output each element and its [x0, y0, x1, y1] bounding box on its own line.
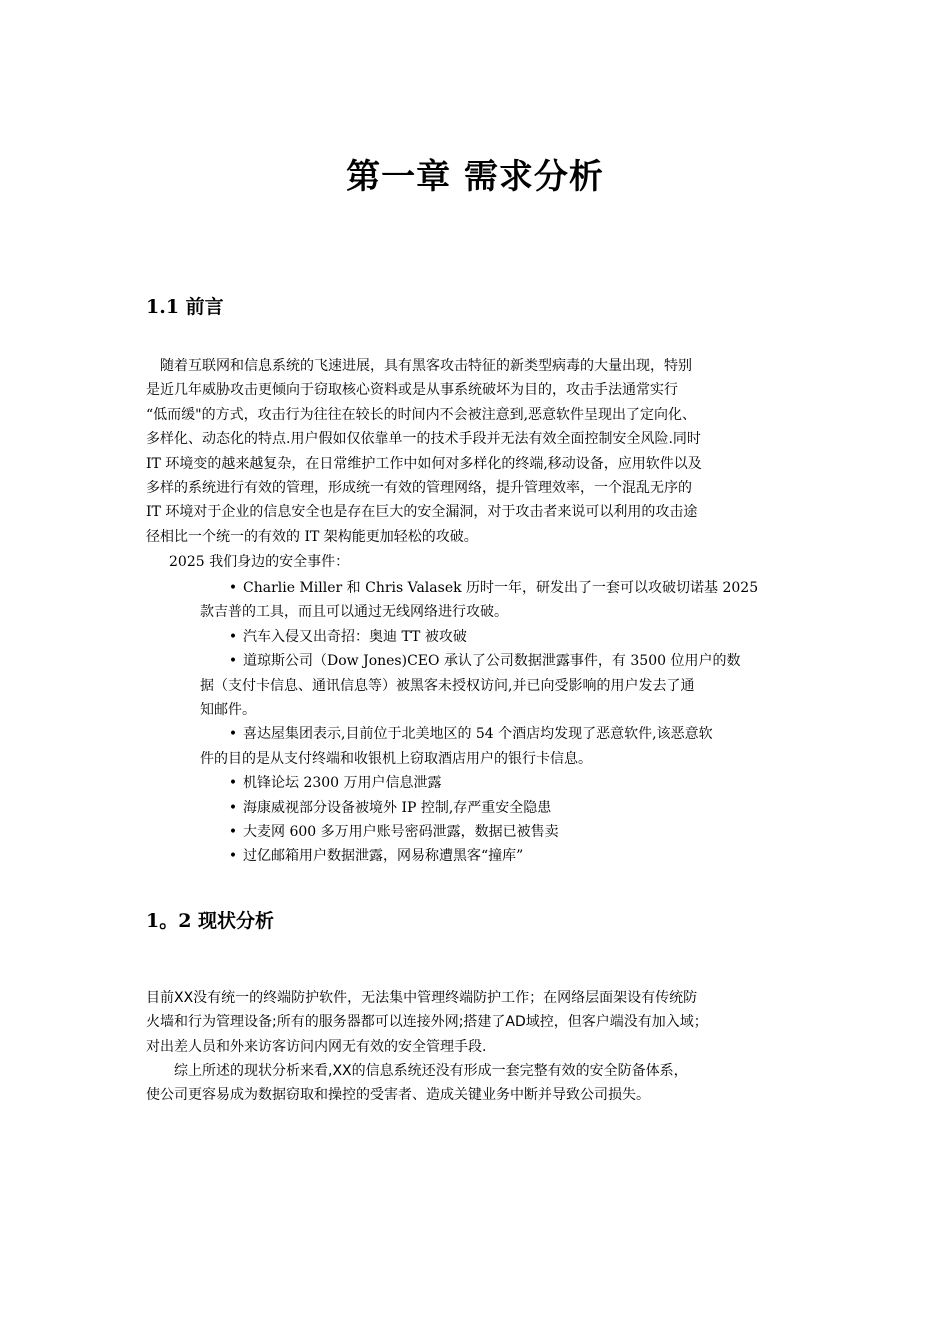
- list-item: [200, 820, 812, 844]
- paragraph-line: 综上所述的现状分析来看,XX的信息系统还没有形成一套完整有效的安全防备体系，: [146, 1063, 688, 1079]
- preface-paragraph: [146, 354, 810, 549]
- bullet-icon: •: [228, 799, 238, 816]
- bullet-icon: •: [228, 653, 238, 670]
- paragraph-line: 随着互联网和信息系统的飞速进展，具有黑客攻击特征的新类型病毒的大量出现，特别: [146, 358, 692, 374]
- status-paragraph-2: [146, 1059, 810, 1108]
- bullet-icon: •: [228, 775, 238, 792]
- section-heading-status-analysis: 1。2 现状分析: [146, 910, 275, 932]
- list-item-line: [200, 796, 812, 820]
- chapter-title: 第一章 需求分析: [346, 157, 604, 197]
- list-item: [200, 844, 812, 868]
- list-item-line: [200, 844, 812, 868]
- paragraph-line: IT 环境对于企业的信息安全也是存在巨大的安全漏洞，对于攻击者来说可以利用的攻击途: [146, 504, 698, 521]
- list-item-text: 过亿邮箱用户数据泄露，网易称遭黑客“撞库”: [243, 848, 524, 865]
- list-item-text: 道琼斯公司（Dow Jones)CEO 承认了公司数据泄露事件，有 3500 位用户的数: [243, 653, 741, 670]
- security-events-list: [200, 576, 812, 869]
- paragraph-line: 径相比一个统一的有效的 IT 架构能更加轻松的攻破。: [146, 528, 478, 545]
- list-item-line: [200, 722, 812, 746]
- bullet-icon: •: [228, 628, 238, 645]
- list-item: [200, 649, 812, 722]
- list-item-text: 汽车入侵又出奇招：奥迪 TT 被攻破: [243, 628, 467, 645]
- bullet-icon: •: [228, 726, 238, 743]
- paragraph-line: 是近几年威胁攻击更倾向于窃取核心资料或是从事系统破坏为目的，攻击手法通常实行: [146, 382, 678, 399]
- paragraph-line: 多样化、动态化的特点.用户假如仅依靠单一的技术手段并无法有效全面控制安全风险.同时: [146, 431, 701, 448]
- list-item-line: 据（支付卡信息、通讯信息等）被黑客未授权访问,并已向受影响的用户发去了通: [200, 677, 695, 694]
- paragraph-line: 对出差人员和外来访客访问内网无有效的安全管理手段.: [146, 1038, 487, 1055]
- list-item-text: Charlie Miller 和 Chris Valasek 历时一年，研发出了一套可以攻破切诺基 2025: [243, 580, 759, 596]
- list-item-text: 大麦网 600 多万用户账号密码泄露，数据已被售卖: [243, 823, 559, 840]
- paragraph-line: 多样的系统进行有效的管理，形成统一有效的管理网络，提升管理效率，一个混乱无序的: [146, 479, 692, 496]
- list-item: [200, 722, 812, 771]
- list-item: [200, 576, 812, 625]
- list-item: [200, 771, 812, 795]
- status-paragraph-1: [146, 986, 810, 1059]
- section-heading-preface: 1.1 前言: [146, 296, 224, 318]
- list-item-line: [200, 649, 812, 673]
- list-item-line: [200, 625, 812, 649]
- list-item: [200, 796, 812, 820]
- list-item-line: 款吉普的工具，而且可以通过无线网络进行攻破。: [200, 604, 508, 621]
- list-item-text: 喜达屋集团表示,目前位于北美地区的 54 个酒店均发现了恶意软件,该恶意软: [243, 726, 713, 743]
- paragraph-line: 使公司更容易成为数据窃取和操控的受害者、造成关键业务中断并导致公司损失。: [146, 1087, 650, 1104]
- bullet-icon: •: [228, 823, 238, 840]
- paragraph-line: 目前XX没有统一的终端防护软件，无法集中管理终端防护工作；在网络层面架设有传统防: [146, 990, 698, 1006]
- paragraph-line: 火墙和行为管理设备;所有的服务器都可以连接外网;搭建了AD域控，但客户端没有加入域；: [146, 1014, 708, 1031]
- list-item-line: 件的目的是从支付终端和收银机上窃取酒店用户的银行卡信息。: [200, 750, 592, 767]
- list-item-line: [200, 576, 812, 600]
- paragraph-line: “低而缓"的方式，攻击行为往往在较长的时间内不会被注意到,恶意软件呈现出了定向化、: [146, 406, 697, 423]
- list-item: [200, 625, 812, 649]
- bullet-icon: •: [228, 580, 238, 596]
- list-item-text: 海康威视部分设备被境外 IP 控制,存严重安全隐患: [243, 799, 552, 816]
- list-item-line: [200, 820, 812, 844]
- paragraph-line: IT 环境变的越来越复杂，在日常维护工作中如何对多样化的终端,移动设备，应用软件以及: [146, 455, 702, 472]
- list-item-text: 机锋论坛 2300 万用户信息泄露: [243, 775, 442, 792]
- bullet-icon: •: [228, 848, 238, 865]
- list-item-line: [200, 771, 812, 795]
- events-intro: 2025 我们身边的安全事件：: [169, 554, 350, 570]
- list-item-line: 知邮件。: [200, 701, 256, 718]
